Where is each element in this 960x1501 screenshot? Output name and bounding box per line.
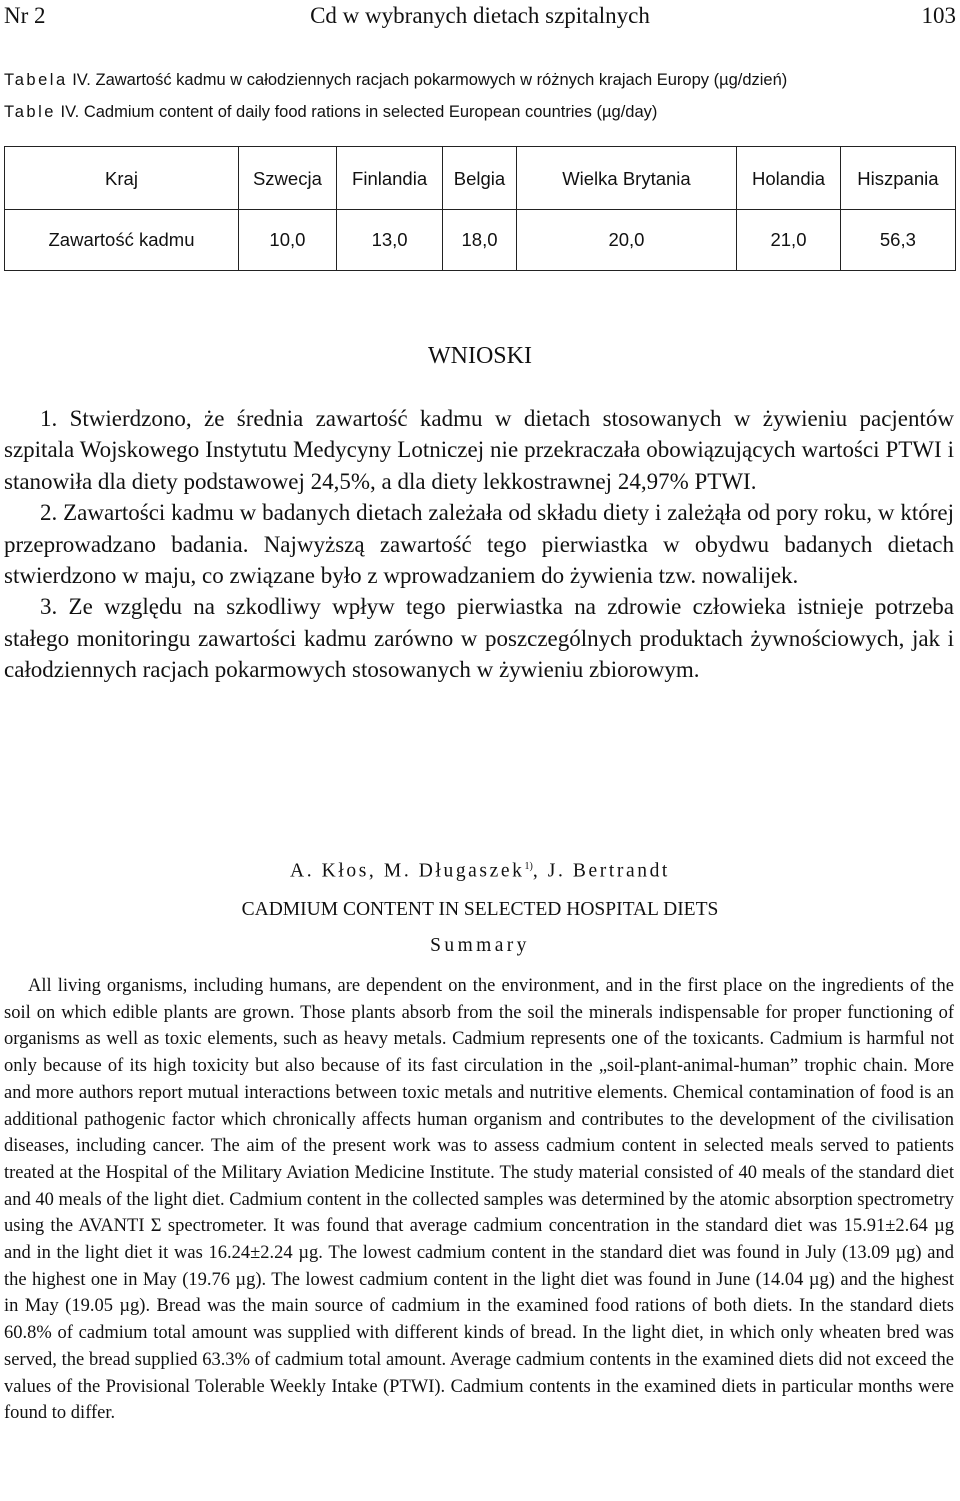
table-caption-number: IV. [60,103,80,121]
table-cell: 18,0 [443,210,516,271]
table-caption-text: Zawartość kadmu w całodziennych racjach pokarmowych w różnych krajach Europy (µg/dzień) [95,71,788,89]
table-caption-text: Cadmium content of daily food rations in selected European countries (µg/day) [83,103,658,121]
table-header-cell: Finlandia [336,147,442,210]
table-caption-label: Table [4,103,56,121]
cadmium-table [4,146,956,271]
table-header-cell: Hiszpania [840,147,955,210]
table-caption-number: IV. [72,71,91,89]
conclusion-item: 2. Zawartości kadmu w badanych dietach zależała od składu diety i zależąła od pory roku, w której przeprowadzano badania. Najwyższą zawartość tego pierwiastka w obydwu badanych dietach stwierdzono w maju, co związane było z wprowadzaniem do żywienia tzw. nowalijek. [4,500,954,589]
table-header-cell: Kraj [5,147,239,210]
table-row-label: Zawartość kadmu [5,210,239,271]
author-name: A. Kłos [290,860,369,882]
table-header-cell: Holandia [737,147,841,210]
table-header-cell: Szwecja [239,147,337,210]
table-caption-polish [4,68,787,92]
table-cell: 21,0 [737,210,841,271]
table-cell: 56,3 [840,210,955,271]
table-cell: 20,0 [516,210,736,271]
running-title: Cd w wybranych dietach szpitalnych [310,3,650,28]
table-header-row [5,147,956,210]
conclusion-item: 1. Stwierdzono, że średnia zawartość kadmu w dietach stosowanych w żywieniu pacjentów szpitala Wojskowego Instytutu Medycyny Lotniczej nie przekraczała obowiązujących wartości PTWI i stanowiła dla diety podstawowej 24,5%, a dla diety lekkostrawnej 24,97% PTWI. [4,406,954,494]
english-title: CADMIUM CONTENT IN SELECTED HOSPITAL DIETS [241,899,719,920]
author-line: A. Kłos, M. Długaszek$^{1)}$, J. Bertrandt [290,860,670,882]
conclusions-heading: WNIOSKI [428,343,532,369]
summary-paragraph: All living organisms, including humans, are dependent on the environment, and in the first place on the ingredients of the soil on which edible plants are grown. Those plants absorb from the soil the minerals indispensable for proper functioning of organisms as well as toxic elements, such as heavy metals. Cadmium represents one of the toxicants. Cadmium is harmful not only because of its high toxicity but also because of its fast circulation in the „soil-plant-animal-human” trophic chain. More and more authors report mutual interactions between toxic metals and nutritive elements. Chemical contamination of food is an additional pathogenic factor which chronically affects human organism and contributes to the development of the civilisation diseases, including cancer. The aim of the present work was to assess cadmium content in selected meals served to patients treated at the Hospital of the Military Aviation Medicine Institute. The study material consisted of 40 meals of the standard diet and 40 meals of the light diet. Cadmium content in the collected samples was determined by the atomic absorption spectrometry using the AVANTI Σ spectrometer. It was found that average cadmium concentration in the standard diet was 15.91±2.64 µg and in the light diet it was 16.24±2.24 µg. The lowest cadmium content in the standard diet was found in July (13.09 µg) and the highest one in May (19.76 µg). The lowest cadmium content in the light diet was found in June (14.04 µg) and the highest in May (19.05 µg). Bread was the main source of cadmium in the examined food rations of both diets. In the standard diets 60.8% of cadmium total amount was supplied with different kinds of bread. In the light diet, in which only wheaten bred was served, the bread supplied 63.3% of cadmium total amount. Average cadmium contents in the examined diets did not exceed the values of the Provisional Tolerable Weekly Intake (PTWI). Cadmium contents in the examined diets in particular months were found to differ. [4,976,954,1424]
page-number: 103 [921,3,956,28]
conclusion-item: 3. Ze względu na szkodliwy wpływ tego pierwiastka na zdrowie człowieka istnieje potrzeba stałego monitoringu zawartości kadmu zarówno w poszczególnych produktach żywnościowych, jak i całodziennych racjach pokarmowych stosowanych w żywieniu zbiorowym. [4,594,954,683]
running-header [4,0,956,32]
table-cell: 10,0 [239,210,337,271]
table-header-cell: Wielka Brytania [516,147,736,210]
author-name: M. Długaszek [383,860,525,882]
author-footnote-mark: 1) [524,861,533,872]
table-caption-label: Tabela [4,71,68,89]
summary-heading: Summary [430,935,530,956]
table-header-cell: Belgia [443,147,516,210]
author-name: J. Bertrandt [547,860,670,882]
table-row [5,210,956,271]
table-caption-english [4,100,657,124]
journal-issue: Nr 2 [4,3,46,28]
table-cell: 13,0 [336,210,442,271]
conclusions-list [4,403,954,686]
